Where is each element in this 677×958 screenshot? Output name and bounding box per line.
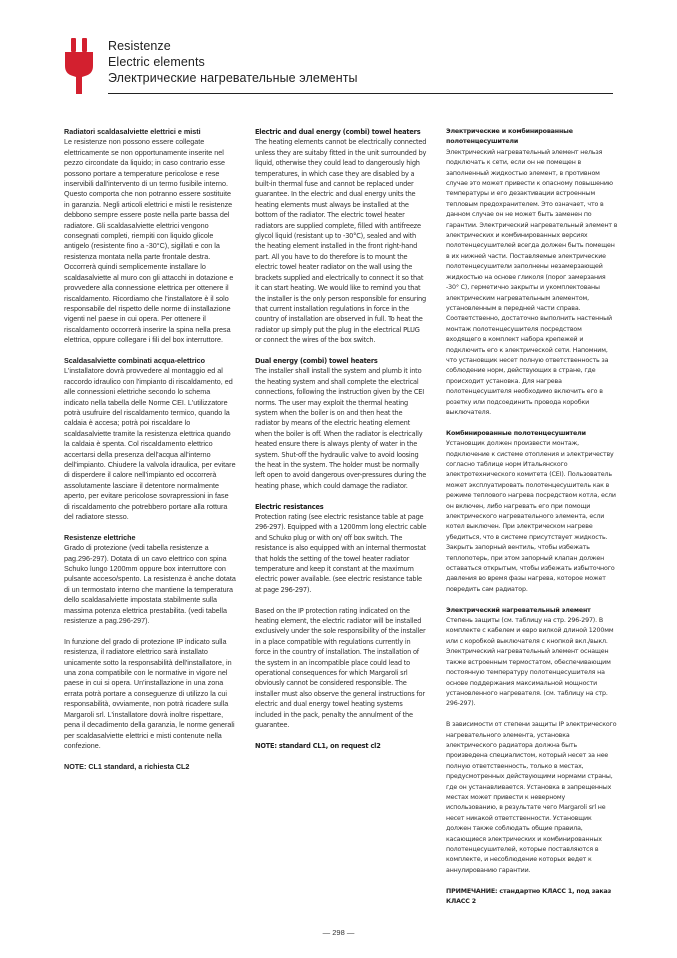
page-header — [64, 36, 624, 94]
section-body: Based on the IP protection rating indicated on the heating element, the electric radiator will be installed exclusively under the sole responsibility of the installer in a place compatible with regulations currently in force in the country of installation. The installation of the system in an incompatible place could lead to operational consequences for which Margaroli srl obviously cannot be considered responsible. The installer must also observe the general instructions for electric and dual energy towel heating systems included in the pack, penalty the annulment of the guarantee. — [255, 606, 426, 730]
section-body: Степень защиты (см. таблицу на стр. 296-297). В комплекте с кабелем и евро вилкой длиной 1200мм или с коробкой выключателя с кнопкой вкл./выкл. Электрический нагревательный элемент оснащен также встроенным термостатом, обеспечивающим постоянную температуру полотенцесушителя на основе поддержания максимальной мощности установленного нагревателя. (см. таблицу на стр. 296-297). — [446, 617, 614, 708]
section-body: Le resistenze non possono essere collegate elettricamente se non opportunamente inserite nel pezzo circondate da liquido; in caso contrario esse possono portare a temperature pericolose e rese inservibili dall'intervento di un termo fusibile interno. Questo comporta che non potranno essere sostituite in garanzia. Negli articoli elettrici e misti le resistenze debbono sempre essere poste nella parte bassa del radiatore. Gli scaldasalviette elettrici vengono consegnati completi, riempiti con liquido glicole antigelo (resistente fino a -30°C), sigillati e con la resistenza montata nella parte frontale destra. Occorrerà quindi semplicemente installare lo scaldasalviette al muro con gli attacchi in dotazione e provvedere alla connessione elettrica per ottenere il riscaldamento. Ricordiamo che l'installatore è il solo responsabile del rispetto delle norme di installazione vigenti nel paese in cui opera. Per ottenere il riscaldamento occorrerà inserire la spina nella presa elettrica, oppure collegare i fili del box interruttore. — [64, 137, 234, 345]
note: NOTE: standard CL1, on request cl2 — [255, 741, 381, 750]
section-body: Protection rating (see electric resistance table at page 296-297). Equipped with a 1200mm long electric cable and Schuko plug or with on/ off box switch. The resistance is also equipped with an internal thermostat that holds the setting of the towel heater radiator temperature and keep it constant at the maximum electric power available. (see electric resistance table at page 296-297). — [255, 513, 427, 594]
section-heading: Electric and dual energy (combi) towel heaters — [255, 128, 421, 136]
section-body: Установщик должен произвести монтаж, подключение к системе отопления и электричеству согласно таблице норм Итальянского электротехнического комитета (CEI). Пользователь может эксплуатировать полотенцесушитель как в режиме теплового нагрева посредством котла, если он включен, либо нагревать его при помощи электрического нагревательного элемента, если котел выключен. При электрическом нагреве убедиться, что в системе присутствует жидкость. Закрыть запорный вентиль, чтобы избежать теплопотерь, при этом запорный клапан должен оставаться открытым, чтобы избежать избыточного давления во время фазы нагрева, которое может повредить сам радиатор. — [446, 440, 616, 593]
plug-icon — [64, 36, 94, 94]
section-heading: Электрические и комбинированные полотенцесушители — [446, 128, 573, 146]
section-body: В зависимости от степени защиты IP электрического нагревательного элемента, установка электрического радиатора должна быть произведена специалистом, который несет за нее полную ответственность, только в местах, предусмотренных действующими нормами страны, где он устанавливается. Установка в запрещенных местах может привести к неверному использованию, в результате чего Margaroli srl не несет никакой ответственности. Установщик должен также соблюдать общие правила, касающиеся электрических и комбинированных полотенцесушителей, которые поставляются в комплекте, и несоблюдение которых ведет к аннулированию гарантии. — [446, 721, 617, 874]
section-heading: Комбинированные полотенцесушители — [446, 429, 586, 437]
header-divider — [108, 93, 613, 94]
column-english — [255, 127, 427, 751]
section-body: The installer shall install the system and plumb it into the heating system and shall complete the electrical connections, following the instruction given by the CEI norms. The user may exploit the thermal heating system when the boiler is on and then heat the radiator by means of the electric heating element when the boiler is off. When the radiator is electrically heated ensure there is always plenty of water in the system. Shut-off the hydraulic valve to avoid loosing the heat in the system. The holder must be normally left open to avoid dangerous over-pressures during the heating phase, which could damage the radiator. — [255, 367, 427, 490]
section-heading: Scaldasalviette combinati acqua-elettrico — [64, 355, 206, 365]
section-body: Электрический нагревательный элемент нельзя подключать к сети, если он не помещен в заполненный жидкостью элемент, в противном случае это может привести к опасному повышению температуры и его дезактивации встроенным тепловым предохранителем. Это означает, что в данном случае он не может быть заменен по гарантии. Электрический нагревательный элемент в электрических и комбинированных версиях полотенцесушителей всегда должен быть помещен в их нижней части. Поставляемые электрические полотенцесушители заполнены незамерзающей жидкостью на основе гликоля (порог замерзания -30° С), герметично закрыты и укомплектованы электрическим нагревательным элементом, установленным в передней части справа. Соответственно, достаточно выполнить настенный монтаж полотенцесушителя посредством входящего в комплект набора крепежей и подключить его к электрической сети. Напомним, что установщик несет полную ответственность за соблюдение норм, действующих в стране, где происходит установка. Для нагрева полотенцесушителя необходимо включить его в розетку или подсоединить провода коробки выключателя. — [446, 148, 618, 416]
title-english: Electric elements — [108, 55, 205, 69]
note: NOTE: CL1 standard, a richiesta CL2 — [64, 761, 190, 771]
section-heading: Resistenze elettriche — [64, 532, 136, 542]
note: ПРИМЕЧАНИЕ: стандартно КЛАСС 1, под заказ КЛАСС 2 — [446, 887, 612, 905]
section-heading: Dual energy (combi) towel heaters — [255, 356, 378, 365]
column-russian — [446, 127, 618, 907]
page-number: — 298 — — [322, 928, 355, 937]
title-russian: Электрические нагревательные элементы — [108, 71, 358, 85]
section-body: Grado di protezione (vedi tabella resistenze a pag.296-297). Dotata di un cavo elettrico con spina Schuko lungo 1200mm oppure box interruttore con pulsante acceso/spento. La resistenza è anche dotata di un termostato interno che mantiene la temperatura dello scaldasalviette impostata stabilmente sulla massima potenza elettrica prestabilita. (vedi tabella resistenze a pag.296-297). — [64, 543, 236, 626]
section-body: The heating elements cannot be electrically connected unless they are suitaby fitted in the unit surrounded by liquid, otherwise they could lead to dangerously high temperatures, in which case they are disabled by a built-in thermal fuse and cannot be replaced under guarantee. In the electric and dual energy units the heating elements must always be installed at the bottom of the radiator. The electric towel heater radiators are supplied complete, filled with antifreeze glycol liquid (resistant up to -30°C), sealed and with the heating element installed in the front right-hand part. All you have to do therefore is to mount the electric towel heater radiator on the wall using the brackets supplied and electrically to connect it so that it can start heating. We would like to remind you that the installer is the only person responsible for ensuring that current installation regulations in force in the country of installation are observed in full. To heat the radiator up simply put the plug in the electrical PLUG or connect the wires of the box switch. — [255, 138, 427, 345]
title-italian: Resistenze — [108, 39, 171, 53]
column-italian — [64, 127, 236, 772]
section-heading: Electric resistances — [255, 502, 324, 511]
section-body: L'installatore dovrà provvedere al montaggio ed al raccordo idraulico con l'impianto di riscaldamento, ed alle connessioni elettriche secondo lo schema indicato nella tabella delle Norme CEI. L'utilizzatore potrà usufruire del riscaldamento termico, quando la caldaia è accesa; potrà poi riscaldare lo scaldasalviette tramite la resistenza elettrica quando la caldaia è spenta. Col riscaldamento elettrico accertarsi della presenza dell'acqua all'interno dell'impianto. Chiudere la valvola idraulica, per evitare di disperdere il calore nell'impianto ed occorrerà assolutamente lasciare il detentore normalmente aperto, per evitare pericolose sovrapressioni in fase di riscaldamento che potrebbero portare alla rottura del radiatore stesso. — [64, 366, 236, 522]
section-heading: Электрический нагревательный элемент — [446, 606, 591, 614]
section-body: In funzione del grado di protezione IP indicato sulla resistenza, il radiatore elettrico sarà installato unicamente sotto la responsabilità dell'installatore, in una zona compatibile con le normative in vigore nel paese in cui si opera. Un'installazione in una zona errata potrà portare a conseguenze di utilizzo la cui responsabilità, ovviamente, non potrà ricadere sulla Margaroli srl. L'installatore dovrà inoltre rispettare, pena il decadimento della garanzia, le norme generali per scaldasalviette elettrici e misti contenute nella confezione. — [64, 636, 235, 750]
header-titles — [108, 38, 358, 86]
section-heading: Radiatori scaldasalviette elettrici e misti — [64, 127, 201, 136]
